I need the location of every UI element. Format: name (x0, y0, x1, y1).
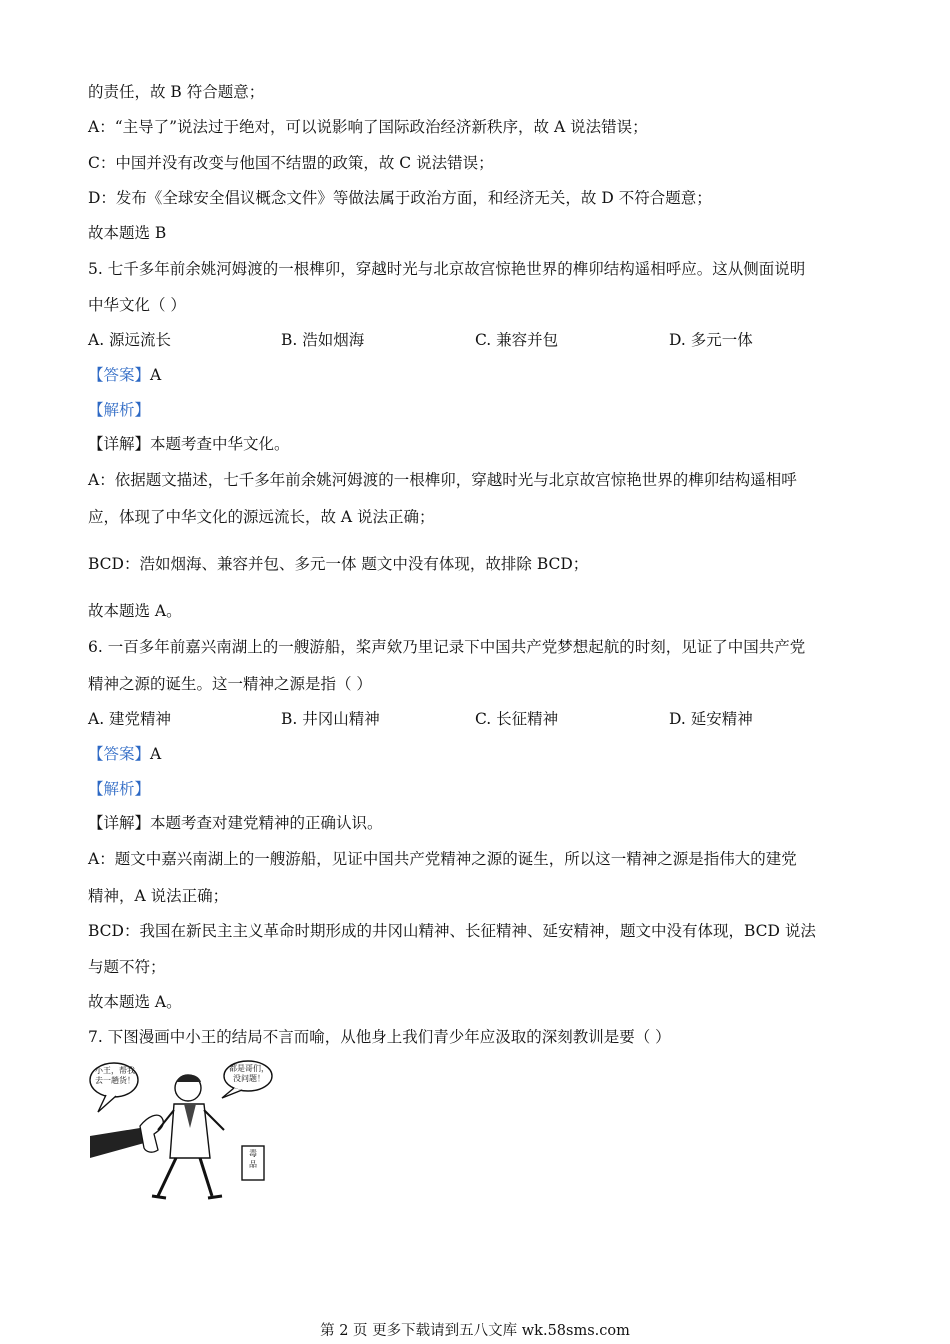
speech-bubble-right (222, 1061, 272, 1098)
text-line: C：中国并没有改变与他国不结盟的政策，故 C 说法错误； (88, 154, 494, 172)
q6-option-b: B. 井冈山精神 (281, 710, 380, 728)
hand-illustration (90, 1115, 163, 1158)
page-footer: 第 2 页 更多下载请到五八文库 wk.58sms.com (320, 1323, 630, 1339)
q6-explain: 精神，A 说法正确； (88, 887, 229, 905)
question-5-stem-cont: 中华文化（ ） (88, 296, 186, 314)
speech-bubble-left (90, 1063, 138, 1112)
q6-option-d: D. 延安精神 (669, 710, 753, 728)
q5-answer (88, 364, 161, 386)
q6-explain: BCD：我国在新民主主义革命时期形成的井冈山精神、长征精神、延安精神，题文中没有体现，BCD 说法 (88, 922, 816, 940)
answer-value: A (150, 745, 162, 763)
q5-option-c: C. 兼容并包 (475, 331, 559, 349)
bubble-right-text: 都是哥们，没问题！ (229, 1064, 269, 1083)
q5-detail: 【详解】本题考查中华文化。 (88, 435, 290, 453)
q5-conclusion: 故本题选 A。 (88, 602, 182, 620)
q5-analysis-tag: 【解析】 (88, 401, 151, 419)
q6-answer (88, 743, 161, 765)
bag-illustration (242, 1146, 264, 1180)
answer-value: A (150, 366, 162, 384)
answer-tag: 【答案】 (88, 366, 151, 384)
q5-explain: BCD：浩如烟海、兼容并包、多元一体 题文中没有体现，故排除 BCD； (88, 555, 589, 573)
q6-option-a: A. 建党精神 (88, 710, 172, 728)
q6-option-c: C. 长征精神 (475, 710, 559, 728)
question-7-stem: 7. 下图漫画中小王的结局不言而喻，从他身上我们青少年应汲取的深刻教训是要（ ） (88, 1028, 671, 1046)
q6-detail: 【详解】本题考查对建党精神的正确认识。 (88, 814, 383, 832)
text-line: 的责任，故 B 符合题意； (88, 83, 265, 101)
bubble-left-text: 小王，帮我去一趟货！ (95, 1066, 135, 1085)
bag-label: 毒品 (249, 1149, 257, 1169)
q6-explain: A：题文中嘉兴南湖上的一艘游船，见证中国共产党精神之源的诞生，所以这一精神之源是指伟大的建党 (88, 850, 797, 868)
question-6-stem: 6. 一百多年前嘉兴南湖上的一艘游船，桨声欸乃里记录下中国共产党梦想起航的时刻，见证了中国共产党 (88, 638, 806, 656)
q5-explain: 应，体现了中华文化的源远流长，故 A 说法正确； (88, 508, 435, 526)
text-line: A：“主导了”说法过于绝对，可以说影响了国际政治经济新秩序，故 A 说法错误； (88, 118, 648, 136)
q6-conclusion: 故本题选 A。 (88, 993, 182, 1011)
q6-explain: 与题不符； (88, 958, 166, 976)
q5-option-a: A. 源远流长 (88, 331, 172, 349)
q5-option-d: D. 多元一体 (669, 331, 753, 349)
question-6-stem-cont: 精神之源的诞生。这一精神之源是指（ ） (88, 675, 372, 693)
q5-option-b: B. 浩如烟海 (281, 331, 365, 349)
cartoon-image (88, 1058, 278, 1204)
answer-tag: 【答案】 (88, 745, 151, 763)
text-line: D：发布《全球安全倡议概念文件》等做法属于政治方面，和经济无关，故 D 不符合题意； (88, 189, 712, 207)
man-illustration (152, 1075, 224, 1199)
q5-explain: A：依据题文描述，七千多年前余姚河姆渡的一根榫卯，穿越时光与北京故宫惊艳世界的榫卯结构遥相呼 (88, 471, 797, 489)
q6-analysis-tag: 【解析】 (88, 780, 151, 798)
text-line: 故本题选 B (88, 224, 167, 242)
question-5-stem: 5. 七千多年前余姚河姆渡的一根榫卯，穿越时光与北京故宫惊艳世界的榫卯结构遥相呼应。这从侧面说明 (88, 260, 806, 278)
